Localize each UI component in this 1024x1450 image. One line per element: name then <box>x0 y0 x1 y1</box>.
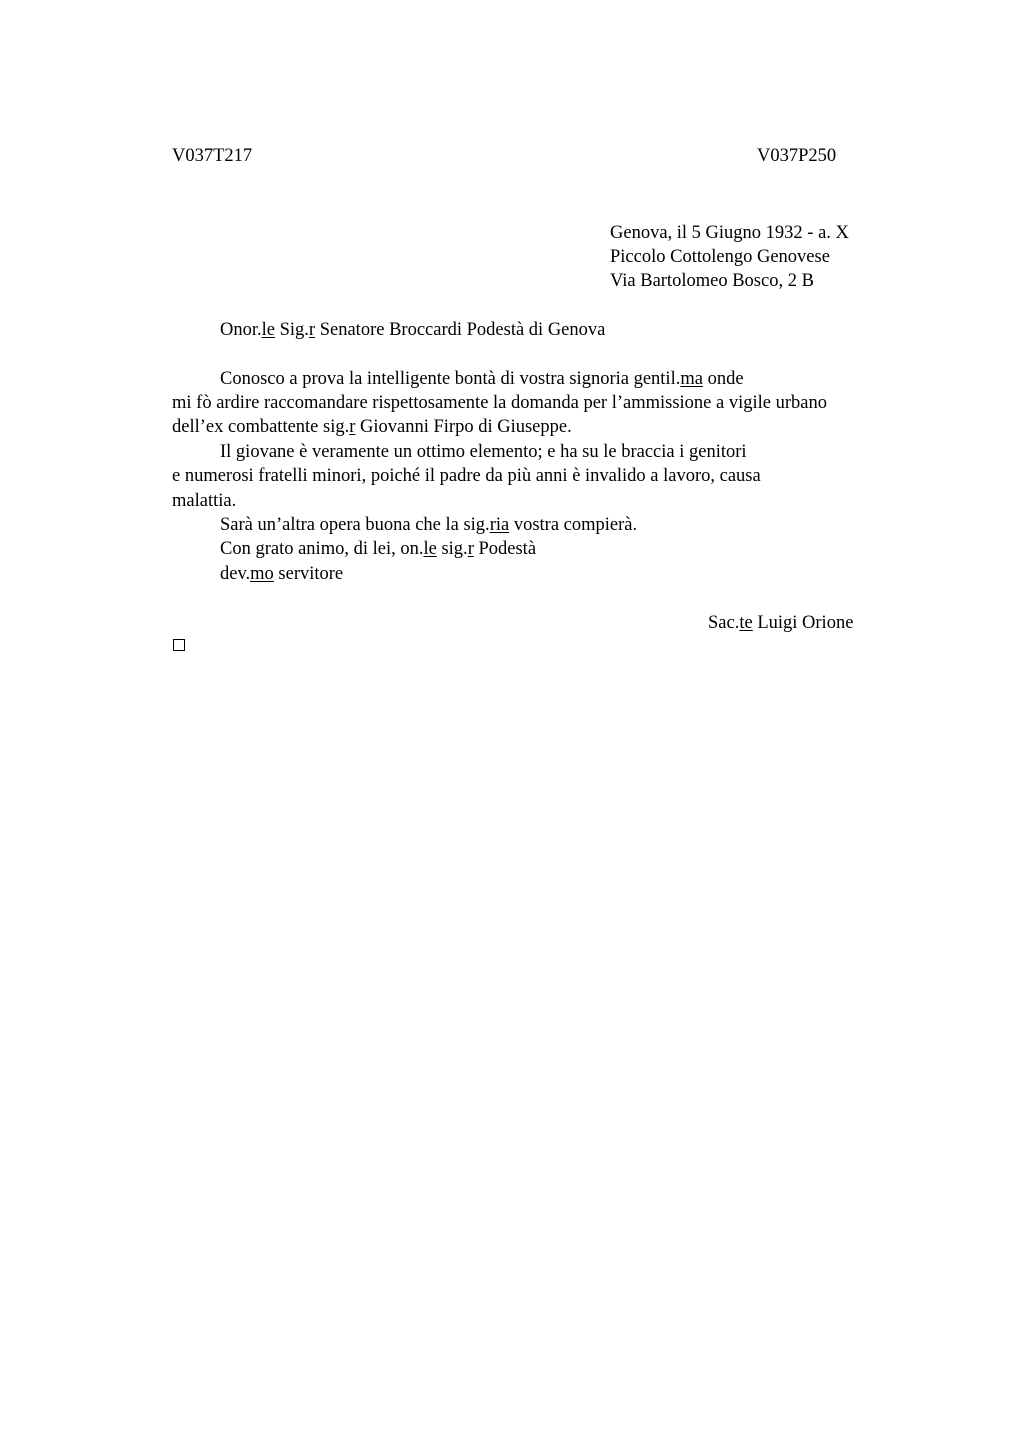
addressee-line <box>220 318 605 342</box>
body-line <box>220 367 744 391</box>
archive-code-left: V037T217 <box>172 146 253 166</box>
abbrev-segment: r <box>349 417 356 437</box>
text-segment: vostra compierà. <box>509 515 638 535</box>
addressee-title: Sig. <box>274 320 309 340</box>
closing-line <box>220 537 536 561</box>
text-segment: Sac. <box>708 613 740 633</box>
body-line: Il giovane è veramente un ottimo elemento; e ha su le braccia i genitori <box>220 442 747 462</box>
abbrev-segment: r <box>467 539 474 559</box>
signature <box>708 611 853 635</box>
sender-address: Via Bartolomeo Bosco, 2 B <box>610 271 814 291</box>
text-segment: Sarà un’altra opera buona che la sig. <box>220 515 490 535</box>
text-segment: Giovanni Firpo di Giuseppe. <box>355 417 572 437</box>
text-segment: Conosco a prova la intelligente bontà di vostra signoria gentil. <box>220 369 681 389</box>
body-line: e numerosi fratelli minori, poiché il padre da più anni è invalido a lavoro, causa <box>172 466 761 486</box>
addressee-rest: Senatore Broccardi Podestà di Genova <box>315 320 606 340</box>
body-line <box>172 415 572 439</box>
closing-line <box>220 562 343 586</box>
text-segment: servitore <box>273 564 344 584</box>
text-segment: dell’ex combattente sig. <box>172 417 350 437</box>
body-line: malattia. <box>172 491 237 511</box>
abbrev-segment: le <box>423 539 437 559</box>
sender-institution: Piccolo Cottolengo Genovese <box>610 247 830 267</box>
abbrev-segment: ma <box>680 369 703 389</box>
text-segment: Podestà <box>473 539 537 559</box>
text-segment: Luigi Orione <box>752 613 854 633</box>
text-segment: sig. <box>436 539 468 559</box>
abbrev-segment: mo <box>250 564 274 584</box>
abbrev-segment: ria <box>489 515 510 535</box>
archive-code-right: V037P250 <box>757 146 837 166</box>
abbrev-segment: te <box>739 613 753 633</box>
body-line <box>220 513 637 537</box>
body-line: mi fò ardire raccomandare rispettosamente la domanda per l’ammissione a vigile urbano <box>172 393 827 413</box>
checkbox-square-icon <box>173 639 185 651</box>
text-segment: Con grato animo, di lei, on. <box>220 539 424 559</box>
addressee-title-abbrev: r <box>308 320 316 340</box>
addressee-prefix-abbrev: le <box>261 320 275 340</box>
addressee-prefix: Onor. <box>220 320 262 340</box>
place-date: Genova, il 5 Giugno 1932 - a. X <box>610 223 849 243</box>
text-segment: dev. <box>220 564 251 584</box>
text-segment: onde <box>702 369 744 389</box>
